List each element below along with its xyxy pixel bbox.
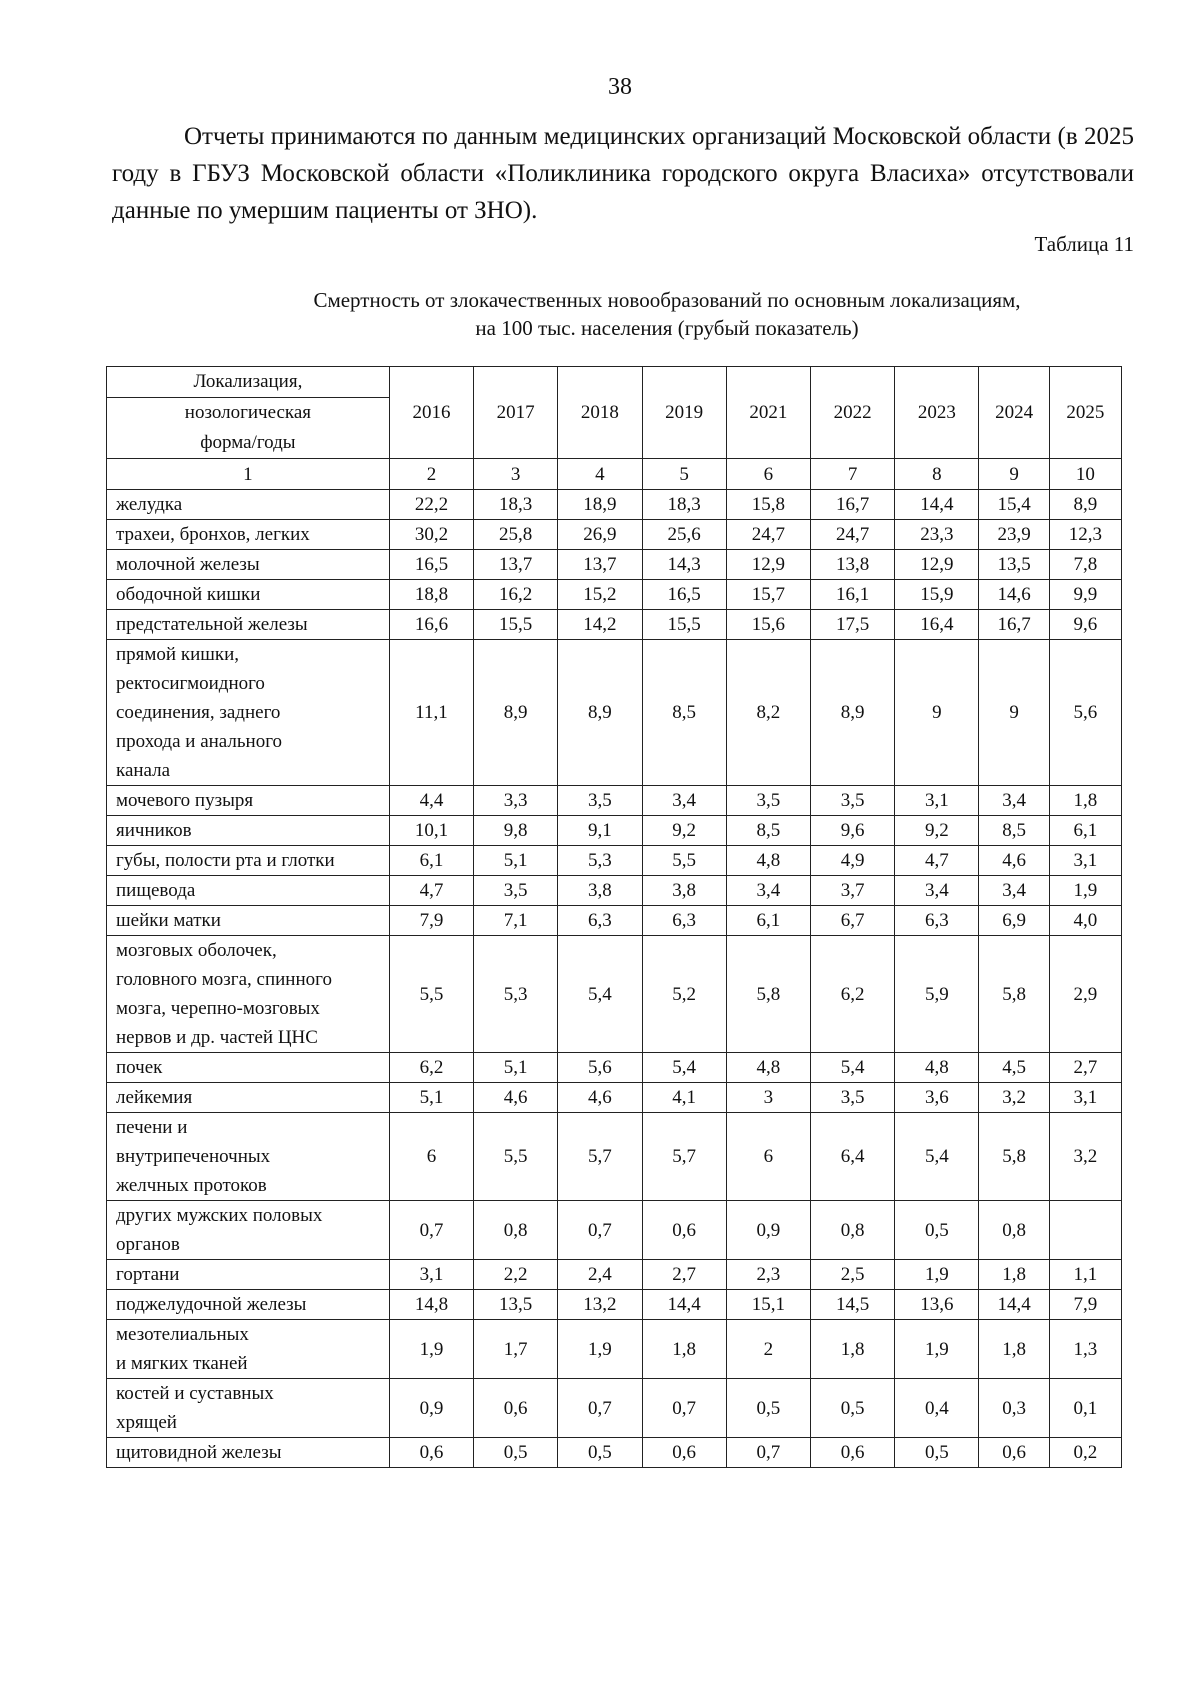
column-index: 2 <box>389 459 473 490</box>
row-localization-line: мезотелиальных <box>116 1324 249 1345</box>
row-value: 9,9 <box>1049 580 1121 610</box>
row-value: 6,1 <box>1049 816 1121 846</box>
row-localization <box>107 1438 390 1468</box>
page-number: 38 <box>608 74 632 100</box>
row-value: 2,3 <box>726 1260 810 1290</box>
header-year: 2018 <box>558 367 642 459</box>
row-value: 26,9 <box>558 520 642 550</box>
row-value: 0,6 <box>389 1438 473 1468</box>
table-row <box>107 786 1122 816</box>
row-value: 1,1 <box>1049 1260 1121 1290</box>
row-value: 9,2 <box>895 816 979 846</box>
row-value: 0,5 <box>558 1438 642 1468</box>
row-value: 16,4 <box>895 610 979 640</box>
row-localization-line: молочной железы <box>116 554 260 575</box>
table-row <box>107 1290 1122 1320</box>
row-localization-line: соединения, заднего <box>116 702 281 723</box>
row-value: 15,9 <box>895 580 979 610</box>
table-row <box>107 816 1122 846</box>
row-value: 0,7 <box>558 1201 642 1260</box>
row-value: 8,9 <box>558 640 642 786</box>
row-value: 5,7 <box>558 1113 642 1201</box>
row-value: 8,5 <box>726 816 810 846</box>
row-value: 4,0 <box>1049 906 1121 936</box>
row-localization-line: губы, полости рта и глотки <box>116 850 335 871</box>
row-localization-line: головного мозга, спинного <box>116 969 332 990</box>
row-localization <box>107 1201 390 1260</box>
row-value: 9 <box>979 640 1049 786</box>
row-value: 6,7 <box>811 906 895 936</box>
row-value: 4,8 <box>895 1053 979 1083</box>
row-value: 0,6 <box>979 1438 1049 1468</box>
row-value: 8,9 <box>474 640 558 786</box>
row-value: 25,8 <box>474 520 558 550</box>
row-value: 0,7 <box>558 1379 642 1438</box>
column-index: 9 <box>979 459 1049 490</box>
row-value: 3,7 <box>811 876 895 906</box>
row-value: 0,6 <box>811 1438 895 1468</box>
row-value: 0,4 <box>895 1379 979 1438</box>
row-localization <box>107 876 390 906</box>
caption-line-2: на 100 тыс. населения (грубый показатель) <box>475 316 859 340</box>
row-value: 8,5 <box>642 640 726 786</box>
row-value: 3,5 <box>558 786 642 816</box>
row-value: 16,1 <box>811 580 895 610</box>
row-value: 9,1 <box>558 816 642 846</box>
row-value: 0,8 <box>979 1201 1049 1260</box>
row-value: 14,8 <box>389 1290 473 1320</box>
row-localization <box>107 786 390 816</box>
row-localization-line: яичников <box>116 820 192 841</box>
row-value: 4,7 <box>389 876 473 906</box>
row-value: 2,5 <box>811 1260 895 1290</box>
row-value: 14,6 <box>979 580 1049 610</box>
row-value: 7,9 <box>1049 1290 1121 1320</box>
table-label: Таблица 11 <box>1034 232 1134 256</box>
header-year: 2024 <box>979 367 1049 459</box>
column-index: 6 <box>726 459 810 490</box>
row-value: 0,9 <box>726 1201 810 1260</box>
row-value: 5,6 <box>1049 640 1121 786</box>
column-index-row <box>107 459 1122 490</box>
row-value: 5,4 <box>642 1053 726 1083</box>
row-value: 4,6 <box>979 846 1049 876</box>
row-value: 5,5 <box>474 1113 558 1201</box>
row-value: 3,3 <box>474 786 558 816</box>
row-localization <box>107 936 390 1053</box>
row-value: 0,6 <box>642 1438 726 1468</box>
row-value: 3,2 <box>1049 1113 1121 1201</box>
table-row <box>107 846 1122 876</box>
row-localization-line: гортани <box>116 1264 180 1285</box>
row-value: 9,2 <box>642 816 726 846</box>
row-value: 3,1 <box>895 786 979 816</box>
header-first-col <box>107 367 390 459</box>
header-year: 2023 <box>895 367 979 459</box>
row-value: 18,9 <box>558 490 642 520</box>
row-value: 1,9 <box>895 1260 979 1290</box>
caption-line-1: Смертность от злокачественных новообразований по основным локализациям, <box>313 288 1021 312</box>
row-localization-line: канала <box>116 760 171 781</box>
row-value: 5,4 <box>558 936 642 1053</box>
row-value: 2,4 <box>558 1260 642 1290</box>
row-value: 13,5 <box>979 550 1049 580</box>
row-value: 13,7 <box>474 550 558 580</box>
row-value: 3,5 <box>811 1083 895 1113</box>
row-value: 9 <box>895 640 979 786</box>
row-value: 8,2 <box>726 640 810 786</box>
row-value: 1,9 <box>389 1320 473 1379</box>
header-year: 2022 <box>811 367 895 459</box>
row-localization <box>107 610 390 640</box>
table-row <box>107 1379 1122 1438</box>
row-localization-line: внутрипеченочных <box>116 1146 271 1167</box>
row-value: 0,6 <box>474 1379 558 1438</box>
row-localization-line: мозговых оболочек, <box>116 940 277 961</box>
column-index: 7 <box>811 459 895 490</box>
row-value: 4,6 <box>558 1083 642 1113</box>
header-first-col-line: нозологическая <box>184 402 312 423</box>
column-index: 10 <box>1049 459 1121 490</box>
row-value: 14,4 <box>979 1290 1049 1320</box>
row-value: 23,3 <box>895 520 979 550</box>
row-value: 16,5 <box>389 550 473 580</box>
row-value: 2,9 <box>1049 936 1121 1053</box>
row-value: 5,1 <box>474 846 558 876</box>
row-value: 14,5 <box>811 1290 895 1320</box>
row-value: 13,7 <box>558 550 642 580</box>
row-value: 1,9 <box>1049 876 1121 906</box>
row-value: 15,6 <box>726 610 810 640</box>
row-value: 16,5 <box>642 580 726 610</box>
row-value: 15,5 <box>642 610 726 640</box>
row-value: 22,2 <box>389 490 473 520</box>
row-value: 5,4 <box>811 1053 895 1083</box>
row-localization-line: щитовидной железы <box>116 1442 282 1463</box>
row-value: 4,6 <box>474 1083 558 1113</box>
row-value: 3,1 <box>1049 1083 1121 1113</box>
row-value: 4,4 <box>389 786 473 816</box>
row-localization <box>107 1379 390 1438</box>
row-value: 0,8 <box>474 1201 558 1260</box>
row-localization-line: ободочной кишки <box>116 584 261 605</box>
row-value: 7,8 <box>1049 550 1121 580</box>
row-localization-line: мочевого пузыря <box>116 790 254 811</box>
row-localization <box>107 580 390 610</box>
header-first-col-line: Локализация, <box>107 367 389 398</box>
row-value: 0,1 <box>1049 1379 1121 1438</box>
table-row <box>107 876 1122 906</box>
row-value: 16,7 <box>979 610 1049 640</box>
row-value: 6,3 <box>895 906 979 936</box>
row-value: 3,5 <box>474 876 558 906</box>
row-value: 8,5 <box>979 816 1049 846</box>
table-row <box>107 1083 1122 1113</box>
row-value: 16,7 <box>811 490 895 520</box>
table-row <box>107 640 1122 786</box>
row-localization <box>107 846 390 876</box>
row-value: 2,7 <box>1049 1053 1121 1083</box>
row-value: 13,5 <box>474 1290 558 1320</box>
table-row <box>107 1320 1122 1379</box>
row-localization-line: поджелудочной железы <box>116 1294 307 1315</box>
row-value: 2 <box>726 1320 810 1379</box>
row-value: 12,9 <box>726 550 810 580</box>
table-row <box>107 550 1122 580</box>
row-value: 24,7 <box>726 520 810 550</box>
row-value: 5,3 <box>558 846 642 876</box>
row-localization-line: органов <box>116 1234 180 1255</box>
row-value: 16,6 <box>389 610 473 640</box>
row-value: 0,5 <box>726 1379 810 1438</box>
row-value: 7,9 <box>389 906 473 936</box>
row-value: 12,3 <box>1049 520 1121 550</box>
row-value: 3,4 <box>895 876 979 906</box>
row-localization-line: нервов и др. частей ЦНС <box>116 1027 318 1048</box>
row-localization <box>107 550 390 580</box>
row-value: 1,8 <box>1049 786 1121 816</box>
row-value: 17,5 <box>811 610 895 640</box>
header-year: 2016 <box>389 367 473 459</box>
row-value: 6 <box>389 1113 473 1201</box>
row-value: 15,8 <box>726 490 810 520</box>
table-row <box>107 490 1122 520</box>
row-value: 1,8 <box>642 1320 726 1379</box>
row-value: 1,9 <box>558 1320 642 1379</box>
row-value: 9,6 <box>1049 610 1121 640</box>
row-value: 3,5 <box>811 786 895 816</box>
row-value: 5,2 <box>642 936 726 1053</box>
row-value: 6,4 <box>811 1113 895 1201</box>
intro-paragraph: Отчеты принимаются по данным медицинских организаций Московской области (в 2025 году в ГБУЗ Московской области «Поликлиника городского округа Власиха» отсутствовали данные по умершим пациенты от ЗНО). <box>112 123 1134 224</box>
row-value: 18,3 <box>474 490 558 520</box>
row-localization-line: ректосигмоидного <box>116 673 265 694</box>
row-localization <box>107 520 390 550</box>
row-value: 0,5 <box>474 1438 558 1468</box>
row-value: 8,9 <box>811 640 895 786</box>
row-value: 0,7 <box>642 1379 726 1438</box>
row-value: 0,5 <box>811 1379 895 1438</box>
row-localization-line: почек <box>116 1057 163 1078</box>
row-value: 6,2 <box>811 936 895 1053</box>
row-value: 3,4 <box>726 876 810 906</box>
row-value: 0,8 <box>811 1201 895 1260</box>
header-year: 2019 <box>642 367 726 459</box>
row-value: 0,7 <box>389 1201 473 1260</box>
table-row <box>107 610 1122 640</box>
row-value: 3 <box>726 1083 810 1113</box>
row-value: 3,4 <box>979 786 1049 816</box>
table-row <box>107 1438 1122 1468</box>
column-index: 5 <box>642 459 726 490</box>
row-value: 0,2 <box>1049 1438 1121 1468</box>
row-localization <box>107 816 390 846</box>
row-localization-line: трахеи, бронхов, легких <box>116 524 310 545</box>
row-value: 5,7 <box>642 1113 726 1201</box>
row-value: 15,2 <box>558 580 642 610</box>
row-value: 6,3 <box>642 906 726 936</box>
table-row <box>107 580 1122 610</box>
row-value: 4,1 <box>642 1083 726 1113</box>
row-value: 3,4 <box>979 876 1049 906</box>
row-value: 1,8 <box>979 1260 1049 1290</box>
row-value: 5,5 <box>642 846 726 876</box>
row-value: 14,2 <box>558 610 642 640</box>
table-caption <box>236 286 1098 342</box>
column-index: 3 <box>474 459 558 490</box>
row-value: 5,8 <box>979 1113 1049 1201</box>
row-value: 3,5 <box>726 786 810 816</box>
row-value: 10,1 <box>389 816 473 846</box>
row-value: 25,6 <box>642 520 726 550</box>
row-value: 5,8 <box>726 936 810 1053</box>
row-localization-line: мозга, черепно-мозговых <box>116 998 320 1019</box>
row-value: 4,8 <box>726 846 810 876</box>
row-value: 15,7 <box>726 580 810 610</box>
row-value: 5,9 <box>895 936 979 1053</box>
row-value: 6 <box>726 1113 810 1201</box>
row-localization-line: прямой кишки, <box>116 644 240 665</box>
row-value: 7,1 <box>474 906 558 936</box>
mortality-table <box>106 366 1122 1468</box>
row-value: 15,1 <box>726 1290 810 1320</box>
row-value: 3,6 <box>895 1083 979 1113</box>
row-value: 2,7 <box>642 1260 726 1290</box>
row-value: 12,9 <box>895 550 979 580</box>
table-row <box>107 906 1122 936</box>
row-value: 11,1 <box>389 640 473 786</box>
row-localization-line: прохода и анального <box>116 731 283 752</box>
row-localization <box>107 1083 390 1113</box>
row-localization-line: шейки матки <box>116 910 221 931</box>
row-value: 3,2 <box>979 1083 1049 1113</box>
row-value: 5,1 <box>389 1083 473 1113</box>
row-value: 2,2 <box>474 1260 558 1290</box>
row-localization-line: лейкемия <box>116 1087 193 1108</box>
row-value: 5,1 <box>474 1053 558 1083</box>
row-value: 0,3 <box>979 1379 1049 1438</box>
row-value: 16,2 <box>474 580 558 610</box>
row-localization-line: пищевода <box>116 880 196 901</box>
row-value: 8,9 <box>1049 490 1121 520</box>
row-value: 14,3 <box>642 550 726 580</box>
row-value: 14,4 <box>642 1290 726 1320</box>
row-localization <box>107 1053 390 1083</box>
row-value: 4,7 <box>895 846 979 876</box>
row-value <box>1049 1201 1121 1260</box>
table-row <box>107 1201 1122 1260</box>
row-localization-line: других мужских половых <box>116 1205 323 1226</box>
header-year: 2025 <box>1049 367 1121 459</box>
column-index: 1 <box>107 459 390 490</box>
column-index: 4 <box>558 459 642 490</box>
row-value: 15,5 <box>474 610 558 640</box>
table-row <box>107 1260 1122 1290</box>
row-value: 1,8 <box>979 1320 1049 1379</box>
row-value: 15,4 <box>979 490 1049 520</box>
row-value: 6,2 <box>389 1053 473 1083</box>
header-first-col-line: форма/годы <box>200 432 296 453</box>
row-value: 4,8 <box>726 1053 810 1083</box>
row-value: 3,8 <box>642 876 726 906</box>
row-localization <box>107 906 390 936</box>
row-value: 0,5 <box>895 1201 979 1260</box>
row-value: 3,4 <box>642 786 726 816</box>
row-localization <box>107 1113 390 1201</box>
row-value: 5,3 <box>474 936 558 1053</box>
row-value: 18,3 <box>642 490 726 520</box>
row-value: 0,6 <box>642 1201 726 1260</box>
row-value: 23,9 <box>979 520 1049 550</box>
table-row <box>107 520 1122 550</box>
row-localization-line: хрящей <box>116 1412 177 1433</box>
header-year: 2017 <box>474 367 558 459</box>
row-value: 6,1 <box>389 846 473 876</box>
row-value: 14,4 <box>895 490 979 520</box>
row-value: 1,9 <box>895 1320 979 1379</box>
row-value: 1,8 <box>811 1320 895 1379</box>
column-index: 8 <box>895 459 979 490</box>
row-value: 4,5 <box>979 1053 1049 1083</box>
row-localization-line: костей и суставных <box>116 1383 274 1404</box>
row-localization-line: желчных протоков <box>116 1175 267 1196</box>
row-value: 4,9 <box>811 846 895 876</box>
row-value: 18,8 <box>389 580 473 610</box>
header-year: 2021 <box>726 367 810 459</box>
row-value: 3,8 <box>558 876 642 906</box>
row-value: 5,8 <box>979 936 1049 1053</box>
row-value: 5,5 <box>389 936 473 1053</box>
header-row <box>107 367 1122 459</box>
row-localization-line: печени и <box>116 1117 188 1138</box>
row-localization-line: предстательной железы <box>116 614 308 635</box>
row-value: 9,6 <box>811 816 895 846</box>
row-value: 6,9 <box>979 906 1049 936</box>
table-row <box>107 1113 1122 1201</box>
row-value: 1,7 <box>474 1320 558 1379</box>
row-value: 6,1 <box>726 906 810 936</box>
row-value: 0,9 <box>389 1379 473 1438</box>
row-localization-line: желудка <box>116 494 183 515</box>
row-localization <box>107 1260 390 1290</box>
row-value: 3,1 <box>389 1260 473 1290</box>
row-value: 13,6 <box>895 1290 979 1320</box>
row-value: 0,5 <box>895 1438 979 1468</box>
row-value: 1,3 <box>1049 1320 1121 1379</box>
row-value: 5,4 <box>895 1113 979 1201</box>
row-value: 13,2 <box>558 1290 642 1320</box>
row-localization <box>107 490 390 520</box>
row-value: 24,7 <box>811 520 895 550</box>
row-value: 13,8 <box>811 550 895 580</box>
table-row <box>107 1053 1122 1083</box>
table-row <box>107 936 1122 1053</box>
row-localization <box>107 1290 390 1320</box>
row-value: 30,2 <box>389 520 473 550</box>
row-localization <box>107 1320 390 1379</box>
row-localization <box>107 640 390 786</box>
row-value: 0,7 <box>726 1438 810 1468</box>
row-localization-line: и мягких тканей <box>116 1353 248 1374</box>
row-value: 3,1 <box>1049 846 1121 876</box>
row-value: 5,6 <box>558 1053 642 1083</box>
row-value: 9,8 <box>474 816 558 846</box>
row-value: 6,3 <box>558 906 642 936</box>
